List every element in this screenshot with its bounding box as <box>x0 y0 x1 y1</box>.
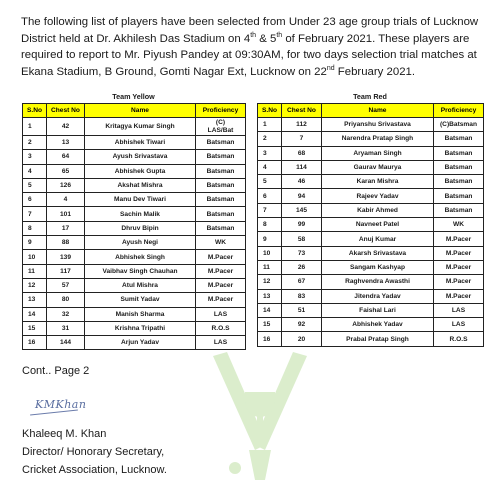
table-row <box>23 150 246 164</box>
player-name-cell: Manish Sharma <box>85 307 196 321</box>
table-row <box>23 207 246 221</box>
proficiency-cell: M.Pacer <box>196 250 246 264</box>
sno-cell: 16 <box>258 332 282 346</box>
chest-no-cell: 126 <box>47 178 85 192</box>
player-name-cell: Kabir Ahmed <box>322 203 434 217</box>
proficiency-cell: M.Pacer <box>196 278 246 292</box>
proficiency-cell: LAS <box>196 336 246 350</box>
table-row <box>23 236 246 250</box>
table-row <box>258 132 484 146</box>
proficiency-cell: M.Pacer <box>434 275 484 289</box>
sno-cell: 9 <box>23 236 47 250</box>
player-name-cell: Faishal Lari <box>322 303 434 317</box>
date-suffix3: nd <box>326 64 335 72</box>
table-row <box>23 321 246 335</box>
player-name-cell: Anuj Kumar <box>322 232 434 246</box>
intro-line2: of February 2021. These players are required to report to Mr. Piyush Pandey at 09:30AM, for two days selection trial matches at Ekana Stadium, B Ground, Gomti Nagar Ext, Lucknow on <box>21 32 477 78</box>
table-row <box>258 146 484 160</box>
proficiency-cell: M.Pacer <box>434 232 484 246</box>
sno-cell: 15 <box>258 318 282 332</box>
sno-cell: 11 <box>23 264 47 278</box>
proficiency-cell: Batsman <box>196 150 246 164</box>
sno-cell: 13 <box>258 289 282 303</box>
table-row <box>23 307 246 321</box>
table-row <box>258 275 484 289</box>
table-row <box>258 203 484 217</box>
chest-no-cell: 112 <box>282 118 322 132</box>
chest-no-cell: 117 <box>47 264 85 278</box>
player-name-cell: Raghvendra Awasthi <box>322 275 434 289</box>
date-connector: & <box>256 32 270 45</box>
sno-cell: 9 <box>258 232 282 246</box>
table-row <box>258 232 484 246</box>
signatory-name: Khaleeq M. Khan <box>22 428 107 440</box>
sno-cell: 12 <box>258 275 282 289</box>
chest-no-cell: 51 <box>282 303 322 317</box>
proficiency-cell: LAS <box>434 303 484 317</box>
table-row <box>23 136 246 150</box>
chest-no-cell: 17 <box>47 221 85 235</box>
table-row <box>23 278 246 292</box>
team-red-title: Team Red <box>353 92 387 101</box>
chest-no-cell: 46 <box>282 175 322 189</box>
sno-cell: 11 <box>258 260 282 274</box>
proficiency-cell: Batsman <box>434 132 484 146</box>
table-row <box>258 175 484 189</box>
proficiency-cell: M.Pacer <box>434 246 484 260</box>
player-name-cell: Sachin Malik <box>85 207 196 221</box>
proficiency-cell: R.O.S <box>196 321 246 335</box>
proficiency-cell: M.Pacer <box>434 289 484 303</box>
sno-cell: 8 <box>23 221 47 235</box>
chest-no-cell: 7 <box>282 132 322 146</box>
sno-cell: 7 <box>258 203 282 217</box>
sno-cell: 1 <box>258 118 282 132</box>
proficiency-cell: R.O.S <box>434 332 484 346</box>
table-header-row <box>23 104 246 118</box>
player-name-cell: Gaurav Maurya <box>322 160 434 174</box>
table-row <box>258 332 484 346</box>
table-row <box>23 118 246 136</box>
team-red-table <box>257 103 484 347</box>
sno-cell: 5 <box>258 175 282 189</box>
proficiency-cell: Batsman <box>196 193 246 207</box>
chest-no-cell: 26 <box>282 260 322 274</box>
player-name-cell: Dhruv Bipin <box>85 221 196 235</box>
player-name-cell: Akarsh Srivastava <box>322 246 434 260</box>
proficiency-cell: WK <box>196 236 246 250</box>
table-row <box>23 178 246 192</box>
sno-cell: 1 <box>23 118 47 136</box>
table-row <box>23 250 246 264</box>
proficiency-cell: Batsman <box>434 146 484 160</box>
table-row <box>258 289 484 303</box>
signature: KMKhan <box>35 398 87 411</box>
cricket-bats-trophy-icon <box>205 352 315 487</box>
proficiency-cell: Batsman <box>434 203 484 217</box>
proficiency-cell: M.Pacer <box>196 293 246 307</box>
player-name-cell: Karan Mishra <box>322 175 434 189</box>
sno-cell: 6 <box>23 193 47 207</box>
table-row <box>258 160 484 174</box>
team-yellow-title: Team Yellow <box>112 92 155 101</box>
chest-no-cell: 80 <box>47 293 85 307</box>
chest-no-cell: 101 <box>47 207 85 221</box>
chest-no-cell: 144 <box>47 336 85 350</box>
table-row <box>258 218 484 232</box>
player-name-cell: Arjun Yadav <box>85 336 196 350</box>
player-name-cell: Abhishek Gupta <box>85 164 196 178</box>
chest-no-cell: 73 <box>282 246 322 260</box>
player-name-cell: Prabal Pratap Singh <box>322 332 434 346</box>
chest-no-cell: 57 <box>47 278 85 292</box>
sno-cell: 4 <box>23 164 47 178</box>
team-yellow-table <box>22 103 246 350</box>
sno-cell: 16 <box>23 336 47 350</box>
player-name-cell: Kritagya Kumar Singh <box>85 118 196 136</box>
signatory-org: Cricket Association, Lucknow. <box>22 464 167 476</box>
player-name-cell: Krishna Tripathi <box>85 321 196 335</box>
header-sno: S.No <box>23 104 47 118</box>
header-proficiency: Proficiency <box>196 104 246 118</box>
proficiency-cell: Batsman <box>434 175 484 189</box>
sno-cell: 13 <box>23 293 47 307</box>
chest-no-cell: 65 <box>47 164 85 178</box>
intro-line3: February 2021. <box>334 65 416 78</box>
player-name-cell: Jitendra Yadav <box>322 289 434 303</box>
date-suffix1: th <box>250 31 257 39</box>
player-name-cell: Manu Dev Tiwari <box>85 193 196 207</box>
table-row <box>258 303 484 317</box>
chest-no-cell: 145 <box>282 203 322 217</box>
header-chest-no: Chest No <box>47 104 85 118</box>
chest-no-cell: 32 <box>47 307 85 321</box>
header-name: Name <box>322 104 434 118</box>
table-row <box>23 193 246 207</box>
player-name-cell: Akshat Mishra <box>85 178 196 192</box>
table-row <box>23 264 246 278</box>
player-name-cell: Narendra Pratap Singh <box>322 132 434 146</box>
player-name-cell: Abhishek Yadav <box>322 318 434 332</box>
sno-cell: 2 <box>258 132 282 146</box>
player-name-cell: Vaibhav Singh Chauhan <box>85 264 196 278</box>
proficiency-cell: (C)Batsman <box>434 118 484 132</box>
sno-cell: 5 <box>23 178 47 192</box>
sno-cell: 3 <box>258 146 282 160</box>
chest-no-cell: 92 <box>282 318 322 332</box>
sno-cell: 10 <box>23 250 47 264</box>
proficiency-cell: Batsman <box>434 160 484 174</box>
player-name-cell: Atul Mishra <box>85 278 196 292</box>
sno-cell: 6 <box>258 189 282 203</box>
sno-cell: 12 <box>23 278 47 292</box>
proficiency-cell: Batsman <box>196 178 246 192</box>
player-name-cell: Sumit Yadav <box>85 293 196 307</box>
sno-cell: 4 <box>258 160 282 174</box>
header-name: Name <box>85 104 196 118</box>
intro-paragraph <box>21 14 483 80</box>
table-row <box>258 246 484 260</box>
sno-cell: 8 <box>258 218 282 232</box>
team-red-rows <box>258 118 484 347</box>
chest-no-cell: 67 <box>282 275 322 289</box>
continuation-note: Cont.. Page 2 <box>22 365 90 377</box>
signatory-title: Director/ Honorary Secretary, <box>22 446 165 458</box>
chest-no-cell: 64 <box>47 150 85 164</box>
proficiency-cell: M.Pacer <box>196 264 246 278</box>
date-suffix2: th <box>276 31 283 39</box>
proficiency-cell: Batsman <box>196 221 246 235</box>
header-proficiency: Proficiency <box>434 104 484 118</box>
chest-no-cell: 99 <box>282 218 322 232</box>
player-name-cell: Sangam Kashyap <box>322 260 434 274</box>
player-name-cell: Priyanshu Srivastava <box>322 118 434 132</box>
header-sno: S.No <box>258 104 282 118</box>
chest-no-cell: 42 <box>47 118 85 136</box>
sno-cell: 2 <box>23 136 47 150</box>
proficiency-cell: Batsman <box>196 164 246 178</box>
chest-no-cell: 13 <box>47 136 85 150</box>
table-row <box>23 293 246 307</box>
table-row <box>23 221 246 235</box>
proficiency-cell: Batsman <box>434 189 484 203</box>
chest-no-cell: 139 <box>47 250 85 264</box>
player-name-cell: Ayush Negi <box>85 236 196 250</box>
date-day1: 4 <box>243 32 251 45</box>
proficiency-cell: (C) LAS/Bat <box>196 118 246 136</box>
table-row <box>258 318 484 332</box>
player-name-cell: Ayush Srivastava <box>85 150 196 164</box>
table-row <box>258 118 484 132</box>
player-name-cell: Abhishek Tiwari <box>85 136 196 150</box>
sno-cell: 10 <box>258 246 282 260</box>
sno-cell: 3 <box>23 150 47 164</box>
table-header-row <box>258 104 484 118</box>
proficiency-cell: LAS <box>434 318 484 332</box>
sno-cell: 14 <box>23 307 47 321</box>
sno-cell: 7 <box>23 207 47 221</box>
chest-no-cell: 68 <box>282 146 322 160</box>
table-row <box>23 336 246 350</box>
player-name-cell: Abhishek Singh <box>85 250 196 264</box>
sno-cell: 14 <box>258 303 282 317</box>
signatory-block <box>22 425 167 479</box>
sno-cell: 15 <box>23 321 47 335</box>
chest-no-cell: 31 <box>47 321 85 335</box>
chest-no-cell: 94 <box>282 189 322 203</box>
date-day3: 22 <box>314 65 327 78</box>
header-chest-no: Chest No <box>282 104 322 118</box>
proficiency-cell: WK <box>434 218 484 232</box>
chest-no-cell: 4 <box>47 193 85 207</box>
chest-no-cell: 58 <box>282 232 322 246</box>
player-name-cell: Aryaman Singh <box>322 146 434 160</box>
team-yellow-rows <box>23 118 246 350</box>
proficiency-cell: Batsman <box>196 207 246 221</box>
intro-line1: The following list of players have been selected from Under 23 age group trials of Lucknow District held at Dr. Akhilesh Das Stadium on <box>21 16 479 45</box>
proficiency-cell: Batsman <box>196 136 246 150</box>
chest-no-cell: 20 <box>282 332 322 346</box>
table-row <box>258 189 484 203</box>
table-row <box>23 164 246 178</box>
chest-no-cell: 114 <box>282 160 322 174</box>
player-name-cell: Rajeev Yadav <box>322 189 434 203</box>
player-name-cell: Navneet Patel <box>322 218 434 232</box>
table-row <box>258 260 484 274</box>
proficiency-cell: LAS <box>196 307 246 321</box>
chest-no-cell: 83 <box>282 289 322 303</box>
date-day2: 5 <box>269 32 277 45</box>
proficiency-cell: M.Pacer <box>434 260 484 274</box>
chest-no-cell: 88 <box>47 236 85 250</box>
